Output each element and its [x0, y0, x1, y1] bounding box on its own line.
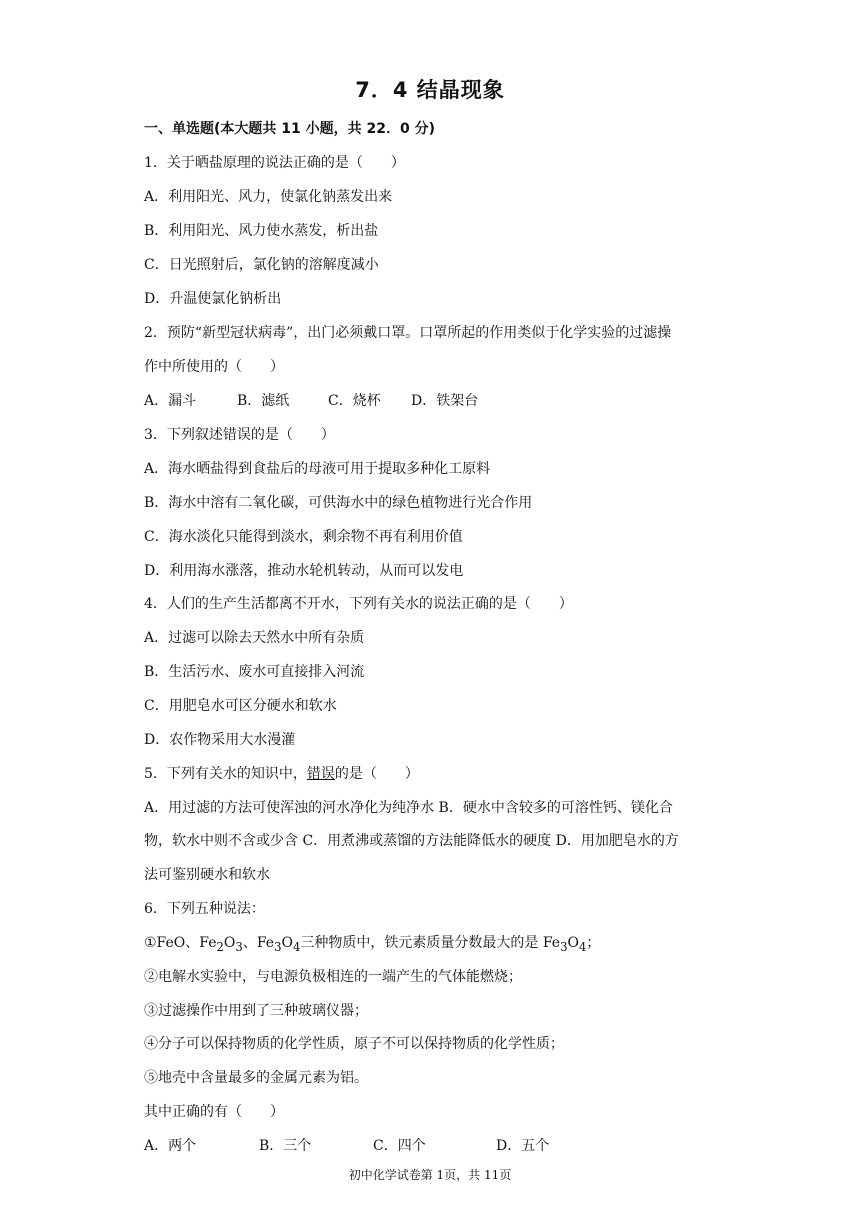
question-6-statement-5: ⑤地壳中含量最多的金属元素为铝。	[144, 1070, 368, 1086]
formula-subscript: 4	[292, 939, 301, 954]
question-2-option-a: A．漏斗	[144, 393, 197, 409]
question-5-stem-suffix: 的是（ ）	[334, 766, 419, 782]
question-1-option-a: A．利用阳光、风力，使氯化钠蒸发出来	[144, 189, 393, 205]
formula-subscript: 2	[216, 939, 224, 954]
question-2-options	[144, 390, 478, 410]
question-6-ask: 其中正确的有（ ）	[144, 1104, 284, 1120]
question-5-stem	[144, 763, 419, 783]
page-footer: 初中化学试卷第 1页，共 11页	[348, 1168, 512, 1182]
page-title: 7．4 结晶现象	[355, 78, 505, 102]
question-1-option-b: B．利用阳光、风力使水蒸发，析出盐	[144, 223, 379, 239]
formula-part: O	[567, 935, 579, 951]
question-3-option-b: B．海水中溶有二氧化碳，可供海水中的绿色植物进行光合作用	[144, 495, 533, 511]
question-2-option-c: C．烧杯	[328, 393, 381, 409]
question-6-statement-3: ③过滤操作中用到了三种玻璃仪器；	[144, 1003, 368, 1019]
question-6-statement-1	[144, 932, 600, 954]
question-3-stem: 3．下列叙述错误的是（ ）	[144, 427, 335, 443]
question-2-option-b: B．滤纸	[237, 393, 290, 409]
question-5-stem-emphasis: 错误	[306, 766, 335, 782]
question-3-option-d: D．利用海水涨落，推动水轮机转动，从而可以发电	[144, 563, 464, 579]
formula-part: 、Fe	[242, 935, 275, 951]
question-2-stem-line-2: 作中所使用的（ ）	[144, 359, 284, 375]
formula-part: O	[281, 935, 293, 951]
question-3-option-c: C．海水淡化只能得到淡水，剩余物不再有利用价值	[144, 529, 463, 545]
formula-part: ①FeO、Fe	[144, 935, 217, 951]
question-5-options-line-3: 法可鉴别硬水和软水	[144, 867, 270, 883]
question-6-option-c: C．四个	[373, 1138, 426, 1154]
question-6-options	[144, 1135, 549, 1155]
question-6-statement-4: ④分子可以保持物质的化学性质，原子不可以保持物质的化学性质；	[144, 1036, 564, 1052]
question-6-option-b: B．三个	[259, 1138, 312, 1154]
formula-part: O	[223, 935, 236, 951]
question-5-stem-prefix: 5．下列有关水的知识中，	[144, 766, 307, 782]
question-6-statement-2: ②电解水实验中，与电源负极相连的一端产生的气体能燃烧；	[144, 969, 522, 985]
question-3-option-a: A．海水晒盐得到食盐后的母液可用于提取多种化工原料	[144, 461, 491, 477]
question-2-stem-line-1: 2．预防“新型冠状病毒”，出门必须戴口罩。口罩所起的作用类似于化学实验的过滤操	[144, 325, 672, 341]
question-1-option-d: D．升温使氯化钠析出	[144, 291, 282, 307]
question-4-option-d: D．农作物采用大水漫灌	[144, 732, 296, 748]
section-heading: 一、单选题(本大题共 11 小题，共 22．0 分)	[144, 121, 435, 137]
question-5-options-line-2: 物，软水中则不含或少含 C．用煮沸或蒸馏的方法能降低水的硬度 D．用加肥皂水的方	[144, 833, 679, 849]
question-6-option-d: D．五个	[496, 1138, 550, 1154]
formula-subscript: 3	[274, 939, 282, 954]
question-6-stem: 6．下列五种说法：	[144, 901, 265, 917]
question-2-option-d: D．铁架台	[411, 393, 479, 409]
formula-subscript: 3	[560, 939, 568, 954]
formula-part: 三种物质中，铁元素质量分数最大的是 Fe	[300, 935, 561, 951]
formula-part: ；	[586, 935, 601, 951]
question-4-stem: 4．人们的生产生活都离不开水，下列有关水的说法正确的是（ ）	[144, 596, 573, 612]
question-4-option-c: C．用肥皂水可区分硬水和软水	[144, 698, 337, 714]
question-4-option-b: B．生活污水、废水可直接排入河流	[144, 664, 365, 680]
question-5-options-line-1: A．用过滤的方法可使浑浊的河水净化为纯净水 B．硬水中含较多的可溶性钙、镁化合	[144, 800, 673, 816]
question-1-stem: 1．关于晒盐原理的说法正确的是（ ）	[144, 155, 405, 171]
question-6-option-a: A．两个	[144, 1138, 197, 1154]
formula-subscript: 4	[578, 939, 587, 954]
question-4-option-a: A．过滤可以除去天然水中所有杂质	[144, 630, 365, 646]
question-1-option-c: C．日光照射后，氯化钠的溶解度减小	[144, 257, 379, 273]
formula-subscript: 3	[235, 939, 243, 954]
